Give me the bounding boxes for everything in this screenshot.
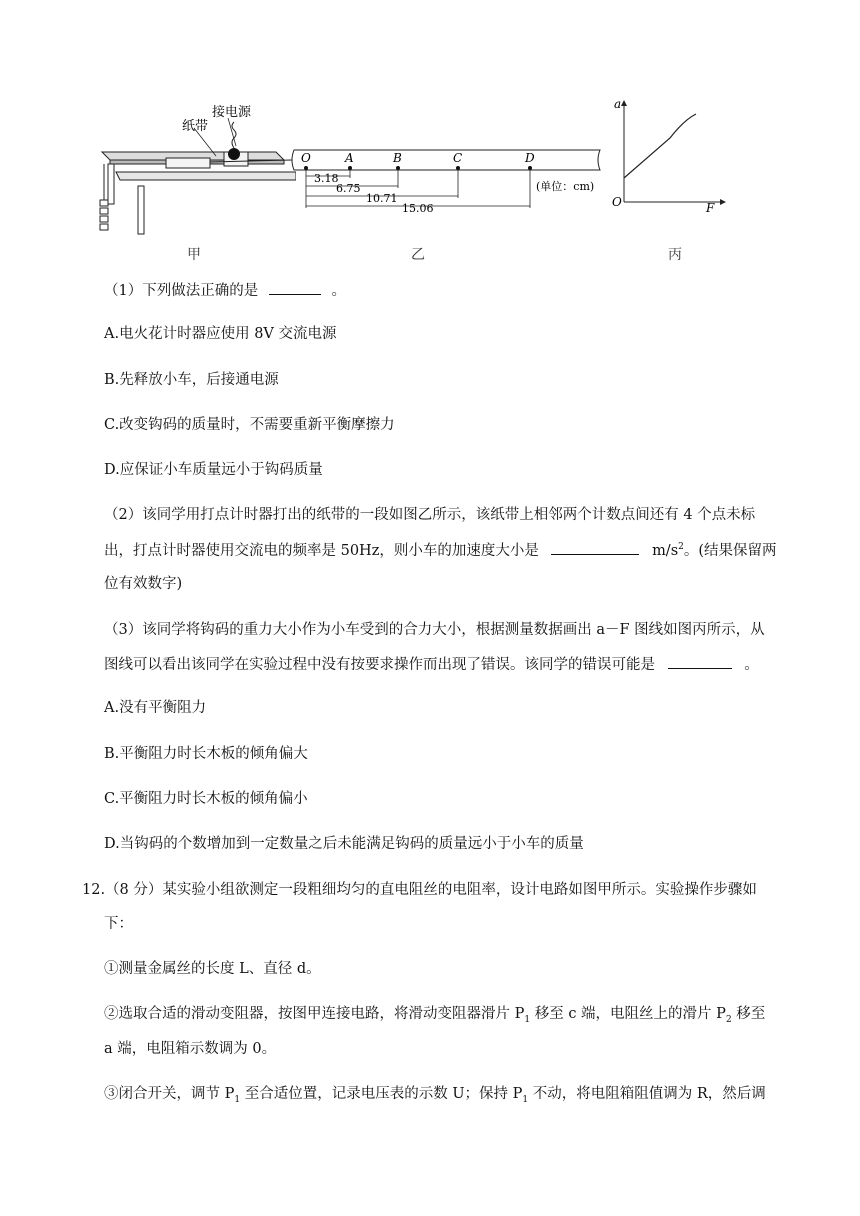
q12-step2-line2: a 端，电阻箱示数调为 0。 — [104, 1041, 277, 1057]
dim-6-75: 6.75 — [336, 182, 361, 195]
point-A: A — [345, 151, 354, 165]
q2-line2: 出，打点计时器使用交流电的频率是 50Hz，则小车的加速度大小是 $m/s^2$。(结果保留两 — [104, 540, 777, 561]
q1-option-b: B.先释放小车，后接通电源 — [104, 372, 279, 388]
point-O: O — [301, 151, 311, 165]
label-power: 接电源 — [212, 105, 252, 120]
q12-step1: ①测量金属丝的长度 L、直径 d。 — [104, 961, 321, 977]
q3-option-a: A.没有平衡阻力 — [104, 700, 207, 716]
dim-10-71: 10.71 — [366, 192, 398, 205]
a-f-graph-figure — [610, 98, 730, 214]
q12-step3: ③闭合开关，调节 $P_1$ 至合适位置，记录电压表的示数 U；保持 $P_1$ 不动，将电阻箱阻值调为 R，然后调 — [104, 1086, 766, 1105]
q1-option-c: C.改变钩码的质量时，不需要重新平衡摩擦力 — [104, 417, 395, 433]
q2-line3: 位有效数字) — [104, 576, 183, 592]
q3-option-b: B.平衡阻力时长木板的倾角偏大 — [104, 746, 308, 762]
axis-origin: O — [612, 195, 622, 209]
point-B: B — [393, 151, 402, 165]
a-f-curve — [624, 114, 696, 178]
dim-3-18: 3.18 — [314, 172, 339, 185]
axis-label-F: F — [706, 201, 715, 214]
dim-15-06: 15.06 — [402, 202, 434, 215]
q1-option-d: D.应保证小车质量远小于钩码质量 — [104, 462, 323, 478]
axis-label-a: a — [614, 98, 622, 111]
unit-note: (单位：cm) — [536, 180, 595, 193]
label-tape: 纸带 — [182, 119, 209, 134]
point-C: C — [453, 151, 463, 165]
q12-line1: 12.（8 分）某实验小组欲测定一段粗细均匀的直电阻丝的电阻率，设计电路如图甲所示。实验操作步骤如 — [82, 882, 757, 898]
q3-option-c: C.平衡阻力时长木板的倾角偏小 — [104, 791, 308, 807]
q12-step2: ②选取合适的滑动变阻器，按图甲连接电路，将滑动变阻器滑片 $P_1$ 移至 c 端，电阻丝上的滑片 $P_2$ 移至 — [104, 1006, 766, 1025]
q12-line2: 下： — [104, 916, 133, 932]
q3-option-d: D.当钩码的个数增加到一定数量之后未能满足钩码的质量远小于小车的质量 — [104, 836, 584, 852]
q3-line2: 图线可以看出该同学在实验过程中没有按要求操作而出现了错误。该同学的错误可能是 。 — [104, 654, 759, 675]
point-D: D — [525, 151, 535, 165]
q2-answer-blank[interactable] — [551, 540, 639, 555]
apparatus-figure — [96, 100, 296, 242]
q1-answer-blank[interactable] — [269, 280, 321, 295]
q1-stem: （1）下列做法正确的是 。 — [104, 280, 346, 301]
q3-line1: （3）该同学将钩码的重力大小作为小车受到的合力大小，根据测量数据画出 a－F 图线如图丙所示，从 — [104, 622, 765, 638]
caption-bing: 丙 — [668, 247, 682, 263]
q2-line1: （2）该同学用打点计时器打出的纸带的一段如图乙所示，该纸带上相邻两个计数点间还有 4 个点未标 — [104, 507, 756, 523]
q1-option-a: A.电火花计时器应使用 8V 交流电源 — [104, 326, 337, 342]
q3-answer-blank[interactable] — [668, 654, 732, 669]
caption-jia: 甲 — [187, 247, 201, 263]
paper-tape-figure — [290, 140, 610, 220]
caption-yi: 乙 — [411, 247, 425, 263]
